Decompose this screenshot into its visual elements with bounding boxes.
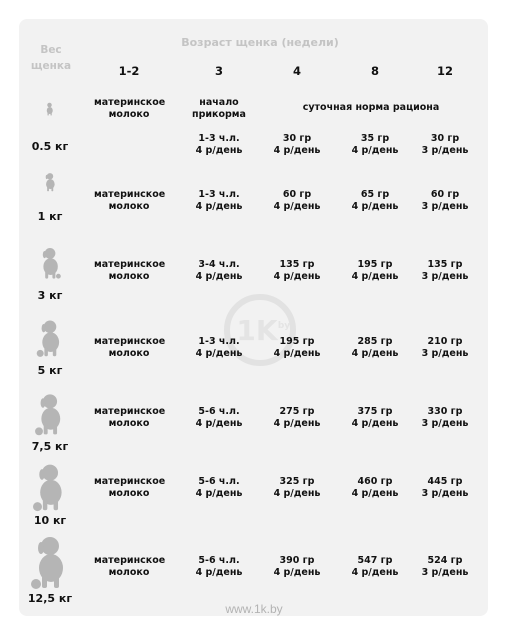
row0-col1-line1: материнское <box>94 97 166 108</box>
col-head-4: 4 <box>292 64 301 78</box>
table-cell: 460 гр 4 р/день <box>351 476 399 499</box>
puppy-icon <box>34 392 66 436</box>
weight-label: 7,5 кг <box>31 440 69 453</box>
row0-col2-line2: прикорма <box>192 109 246 120</box>
table-cell: 547 гр 4 р/день <box>351 555 399 578</box>
weight-label: 3 кг <box>37 289 63 302</box>
table-cell: 1-3 ч.л. 4 р/день <box>195 133 243 156</box>
table-cell: материнское молоко <box>94 476 166 499</box>
table-cell: материнское молоко <box>94 259 166 282</box>
table-cell: 35 гр 4 р/день <box>351 133 399 156</box>
weight-header <box>28 42 74 74</box>
table-cell: 135 гр 3 р/день <box>421 259 469 282</box>
table-cell: 330 гр 3 р/день <box>421 406 469 429</box>
table-cell: 210 гр 3 р/день <box>421 336 469 359</box>
table-cell: 30 гр 3 р/день <box>421 133 469 156</box>
table-cell: 60 гр 4 р/день <box>273 189 321 212</box>
table-cell: материнское молоко <box>94 406 166 429</box>
col-head-3: 3 <box>214 64 223 78</box>
weight-label: 10 кг <box>33 514 67 527</box>
weight-header-line2: щенка <box>30 60 72 72</box>
table-cell: 135 гр 4 р/день <box>273 259 321 282</box>
table-cell: 5-6 ч.л. 4 р/день <box>195 555 243 578</box>
table-cell: 390 гр 4 р/день <box>273 555 321 578</box>
weight-label: 0.5 кг <box>31 140 69 153</box>
daily-norm-label: суточная норма рациона <box>302 102 440 113</box>
table-cell: материнское молоко <box>94 336 166 359</box>
watermark-text: 1K <box>236 314 278 347</box>
weight-label: 5 кг <box>37 364 63 377</box>
col-head-8: 8 <box>370 64 379 78</box>
puppy-icon <box>30 534 70 590</box>
table-cell: материнское молоко <box>94 189 166 212</box>
puppy-icon <box>32 462 68 512</box>
col-head-1-2: 1-2 <box>118 64 140 78</box>
weight-label: 1 кг <box>37 210 63 223</box>
row0-col2-line1: начало <box>199 97 239 108</box>
table-cell: 195 гр 4 р/день <box>273 336 321 359</box>
table-cell: 445 гр 3 р/день <box>421 476 469 499</box>
table-cell: 5-6 ч.л. 4 р/день <box>195 476 243 499</box>
col-head-12: 12 <box>436 64 453 78</box>
table-cell: 375 гр 4 р/день <box>351 406 399 429</box>
table-cell: 325 гр 4 р/день <box>273 476 321 499</box>
table-cell: 30 гр 4 р/день <box>273 133 321 156</box>
row0-col1-line2: молоко <box>108 109 150 120</box>
table-cell: 65 гр 4 р/день <box>351 189 399 212</box>
watermark-small-text: by <box>277 321 291 331</box>
table-cell: 1-3 ч.л. 4 р/день <box>195 336 243 359</box>
age-header: Возраст щенка (недели) <box>181 36 339 49</box>
table-cell: 3-4 ч.л. 4 р/день <box>195 259 243 282</box>
table-cell: 524 гр 3 р/день <box>421 555 469 578</box>
row0-col1 <box>94 97 164 121</box>
puppy-icon <box>38 246 62 280</box>
puppy-icon <box>36 318 64 358</box>
table-cell: 195 гр 4 р/день <box>351 259 399 282</box>
puppy-icon <box>42 172 58 192</box>
row0-col2 <box>184 97 254 121</box>
weight-label: 12,5 кг <box>27 592 73 605</box>
puppy-icon <box>44 102 55 116</box>
table-cell: 5-6 ч.л. 4 р/день <box>195 406 243 429</box>
table-cell: 60 гр 3 р/день <box>421 189 469 212</box>
table-cell: 285 гр 4 р/день <box>351 336 399 359</box>
table-cell: 275 гр 4 р/день <box>273 406 321 429</box>
footer-url: www.1k.by <box>225 602 283 616</box>
table-cell: 1-3 ч.л. 4 р/день <box>195 189 243 212</box>
weight-header-line1: Вес <box>40 44 62 56</box>
table-cell: материнское молоко <box>94 555 166 578</box>
